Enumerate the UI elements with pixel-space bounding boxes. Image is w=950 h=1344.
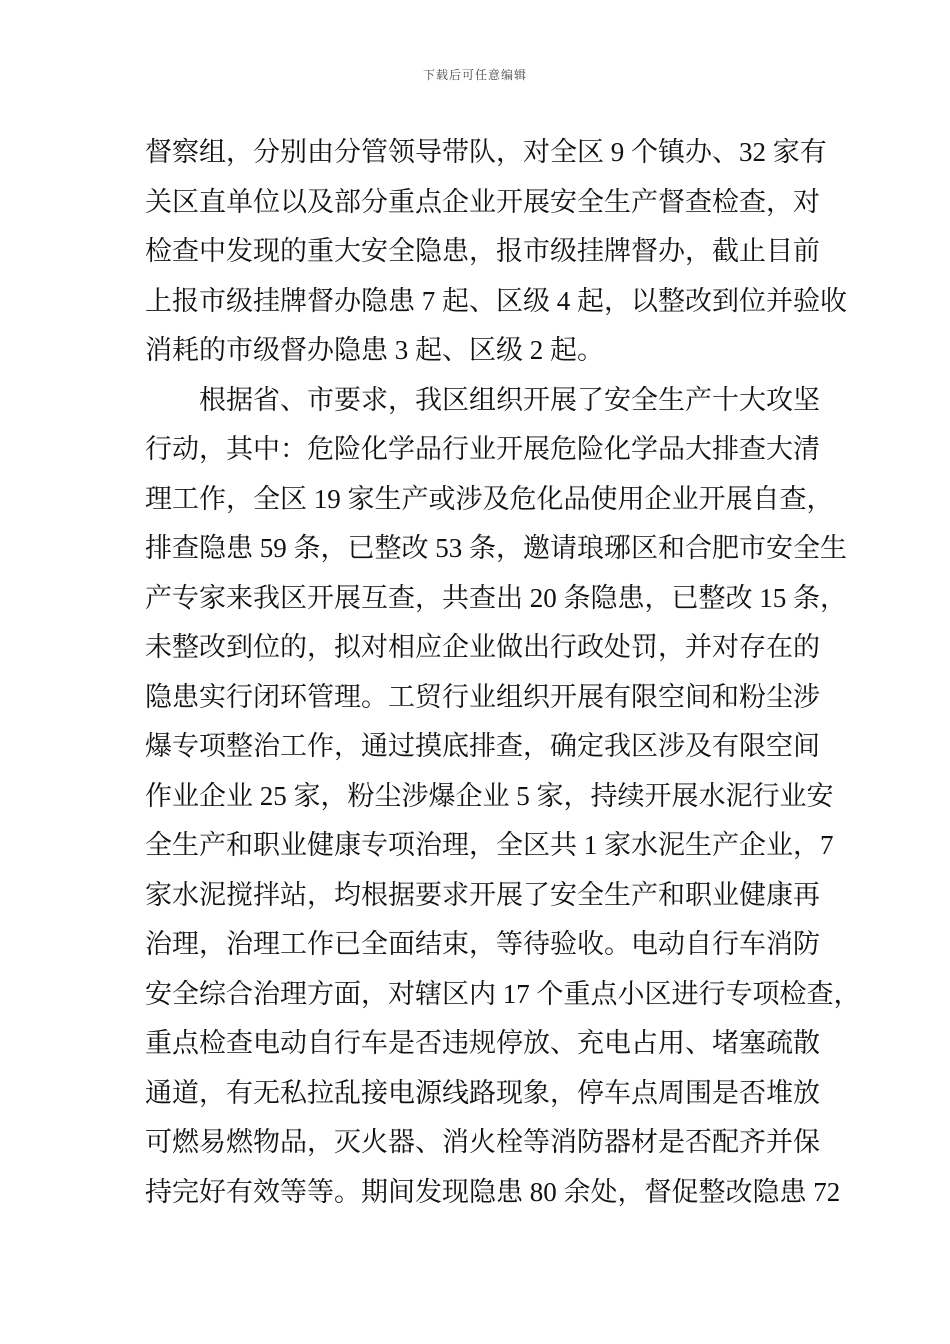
text-line: 行动，其中：危险化学品行业开展危险化学品大排查大清: [145, 434, 820, 464]
text-line: 消耗的市级督办隐患 3 起、区级 2 起。: [145, 335, 604, 365]
text-line: 理工作，全区 19 家生产或涉及危化品使用企业开展自查，: [145, 483, 834, 514]
page-header: 下载后可任意编辑: [422, 68, 527, 82]
text-line: 未整改到位的，拟对相应企业做出行政处罚，并对存在的: [145, 632, 820, 662]
text-line: 检查中发现的重大安全隐患，报市级挂牌督办，截止目前: [145, 236, 820, 266]
text-line: 家水泥搅拌站，均根据要求开展了安全生产和职业健康再: [145, 879, 820, 910]
text-line: 作业企业 25 家，粉尘涉爆企业 5 家，持续开展水泥行业安: [145, 780, 834, 811]
text-line: 关区直单位以及部分重点企业开展安全生产督查检查，对: [145, 186, 820, 217]
text-line: 上报市级挂牌督办隐患 7 起、区级 4 起，以整改到位并验收: [145, 285, 847, 316]
text-line: 通道，有无私拉乱接电源线路现象，停车点周围是否堆放: [145, 1077, 820, 1108]
text-line: 可燃易燃物品，灭火器、消火栓等消防器材是否配齐并保: [145, 1127, 820, 1157]
text-line: 重点检查电动自行车是否违规停放、充电占用、堵塞疏散: [145, 1028, 820, 1058]
text-line: 产专家来我区开展互查，共查出 20 条隐患，已整改 15 条，: [145, 582, 847, 613]
text-line: 持完好有效等等。期间发现隐患 80 余处，督促整改隐患 72: [145, 1176, 841, 1207]
text-line: 督察组，分别由分管领导带队，对全区 9 个镇办、32 家有: [145, 137, 827, 167]
text-line: 全生产和职业健康专项治理，全区共 1 家水泥生产企业，7: [145, 830, 834, 860]
paragraph-first-line: 根据省、市要求，我区组织开展了安全生产十大攻坚: [199, 384, 820, 415]
text-line: 爆专项整治工作，通过摸底排查，确定我区涉及有限空间: [145, 731, 820, 761]
text-line: 隐患实行闭环管理。工贸行业组织开展有限空间和粉尘涉: [145, 681, 820, 712]
text-line: 治理，治理工作已全面结束，等待验收。电动自行车消防: [145, 929, 820, 959]
document-body: [145, 128, 861, 1217]
text-line: 安全综合治理方面，对辖区内 17 个重点小区进行专项检查，: [145, 978, 861, 1009]
text-line: 排查隐患 59 条，已整改 53 条，邀请琅琊区和合肥市安全生: [145, 533, 847, 563]
